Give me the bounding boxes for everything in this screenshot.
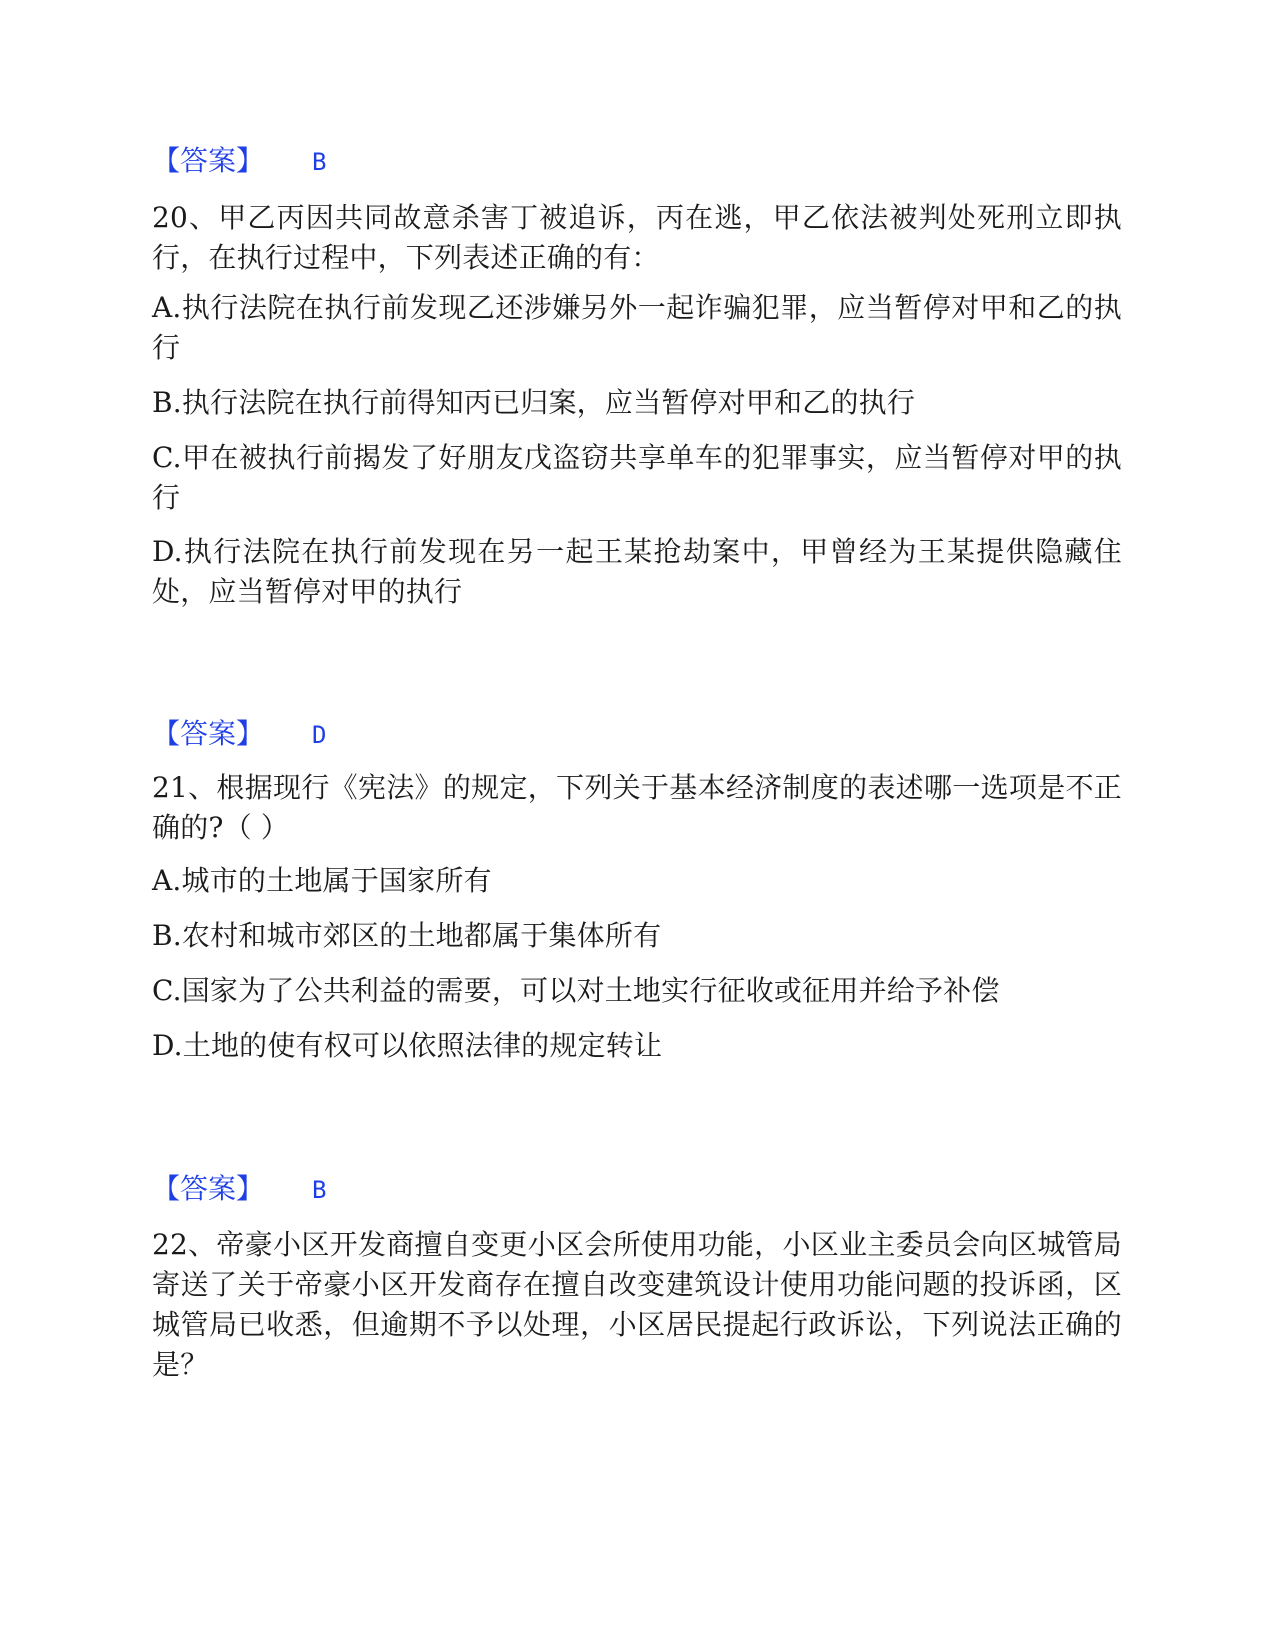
question-21-option-a: A.城市的土地属于国家所有: [152, 864, 492, 897]
answer-value: B: [312, 148, 327, 176]
question-20-option-c: C.甲在被执行前揭发了好朋友戊盗窃共享单车的犯罪事实，应当暂停对甲的执行: [152, 441, 1122, 514]
question-20-option-a: A.执行法院在执行前发现乙还涉嫌另外一起诈骗犯罪，应当暂停对甲和乙的执行: [152, 291, 1122, 364]
question-21-option-b: B.农村和城市郊区的土地都属于集体所有: [152, 919, 662, 952]
question-20-option-d: D.执行法院在执行前发现在另一起王某抢劫案中，甲曾经为王某提供隐藏住处，应当暂停对甲的执行: [152, 535, 1122, 608]
question-21: 21、根据现行《宪法》的规定，下列关于基本经济制度的表述哪一选项是不正确的?（ ）: [152, 771, 1122, 844]
answer-label: 【答案】: [152, 144, 265, 177]
question-22: 22、帝豪小区开发商擅自变更小区会所使用功能，小区业主委员会向区城管局寄送了关于帝豪小区开发商存在擅自改变建筑设计使用功能问题的投诉函，区城管局已收悉，但逾期不予以处理，小区居民提起行政诉讼，下列说法正确的是？: [152, 1228, 1122, 1381]
question-21-option-d: D.土地的使有权可以依照法律的规定转让: [152, 1029, 663, 1062]
answer-line: [152, 1171, 1122, 1208]
answer-line: [152, 143, 1122, 180]
answer-label: 【答案】: [152, 1172, 265, 1205]
question-20-option-b: B.执行法院在执行前得知丙已归案，应当暂停对甲和乙的执行: [152, 386, 916, 419]
answer-line: [152, 716, 1122, 753]
question-20: 20、甲乙丙因共同故意杀害丁被追诉，丙在逃，甲乙依法被判处死刑立即执行，在执行过程中，下列表述正确的有：: [152, 201, 1122, 274]
question-21-option-c: C.国家为了公共利益的需要，可以对土地实行征收或征用并给予补偿: [152, 974, 1000, 1007]
answer-value: D: [312, 721, 327, 749]
answer-value: B: [312, 1176, 327, 1204]
answer-label: 【答案】: [152, 717, 265, 750]
